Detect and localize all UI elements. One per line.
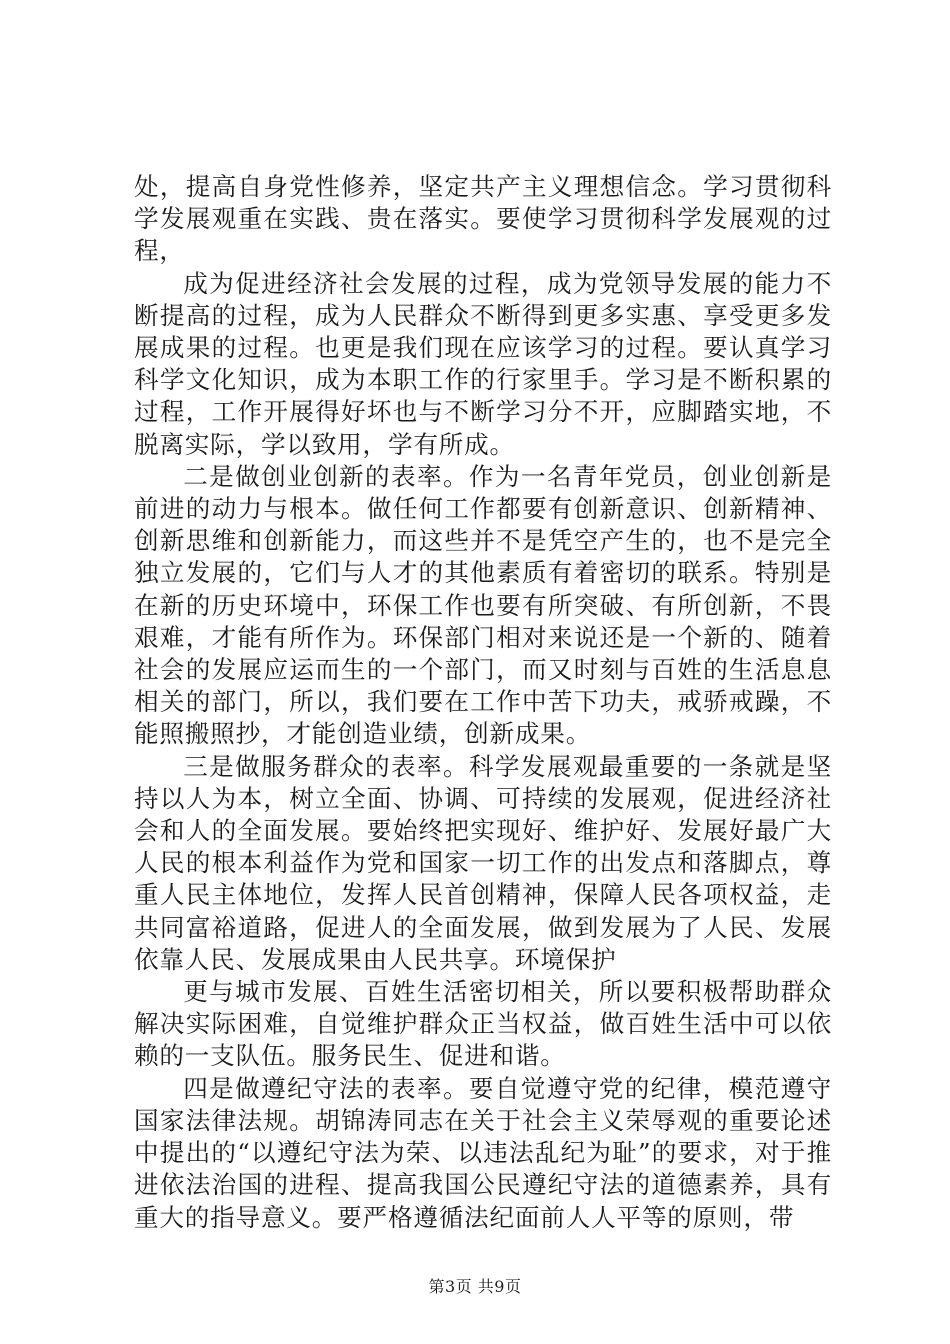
page-number-footer: 第3页 共9页 — [428, 1277, 522, 1296]
paragraph-6: 四是做遵纪守法的表率。要自觉遵守党的纪律，模范遵守国家法律法规。胡锦涛同志在关于社会主义荣辱观的重要论述中提出的“以遵纪守法为荣、以违法乱纪为耻”的要求，对于推进依法治国的进程、提高我国公民遵纪守法的道德素养，具有重大的指导意义。要严格遵循法纪面前人人平等的原则，带 — [134, 1073, 832, 1232]
paragraph-1: 处，提高自身党性修养，坚定共产主义理想信念。学习贯彻科学发展观重在实践、贵在落实。要使学习贯彻科学发展观的过程， — [134, 172, 832, 266]
paragraph-5: 更与城市发展、百姓生活密切相关，所以要积极帮助群众解决实际困难，自觉维护群众正当权益，做百姓生活中可以依赖的一支队伍。服务民生、促进和谐。 — [134, 977, 832, 1071]
document-body — [134, 171, 832, 1234]
paragraph-3: 二是做创业创新的表率。作为一名青年党员，创业创新是前进的动力与根本。做任何工作都要有创新意识、创新精神、创新思维和创新能力，而这些并不是凭空产生的，也不是完全独立发展的，它们与人才的其他素质有着密切的联系。特别是在新的历史环境中，环保工作也要有所突破、有所创新，不畏艰难，才能有所作为。环保部门相对来说还是一个新的、随着社会的发展应运而生的一个部门，而又时刻与百姓的生活息息相关的部门，所以，我们要在工作中苦下功夫，戒骄戒躁，不能照搬照抄，才能创造业绩，创新成果。 — [134, 461, 832, 749]
paragraph-4: 三是做服务群众的表率。科学发展观最重要的一条就是坚持以人为本，树立全面、协调、可持续的发展观，促进经济社会和人的全面发展。要始终把实现好、维护好、发展好最广大人民的根本利益作为党和国家一切工作的出发点和落脚点，尊重人民主体地位，发挥人民首创精神，保障人民各项权益，走共同富裕道路，促进人的全面发展，做到发展为了人民、发展依靠人民、发展成果由人民共享。环境保护 — [134, 751, 832, 974]
paragraph-2: 成为促进经济社会发展的过程，成为党领导发展的能力不断提高的过程，成为人民群众不断得到更多实惠、享受更多发展成果的过程。也更是我们现在应该学习的过程。要认真学习科学文化知识，成为本职工作的行家里手。学习是不断积累的过程，工作开展得好坏也与不断学习分不开，应脚踏实地，不脱离实际，学以致用，学有所成。 — [134, 268, 832, 459]
